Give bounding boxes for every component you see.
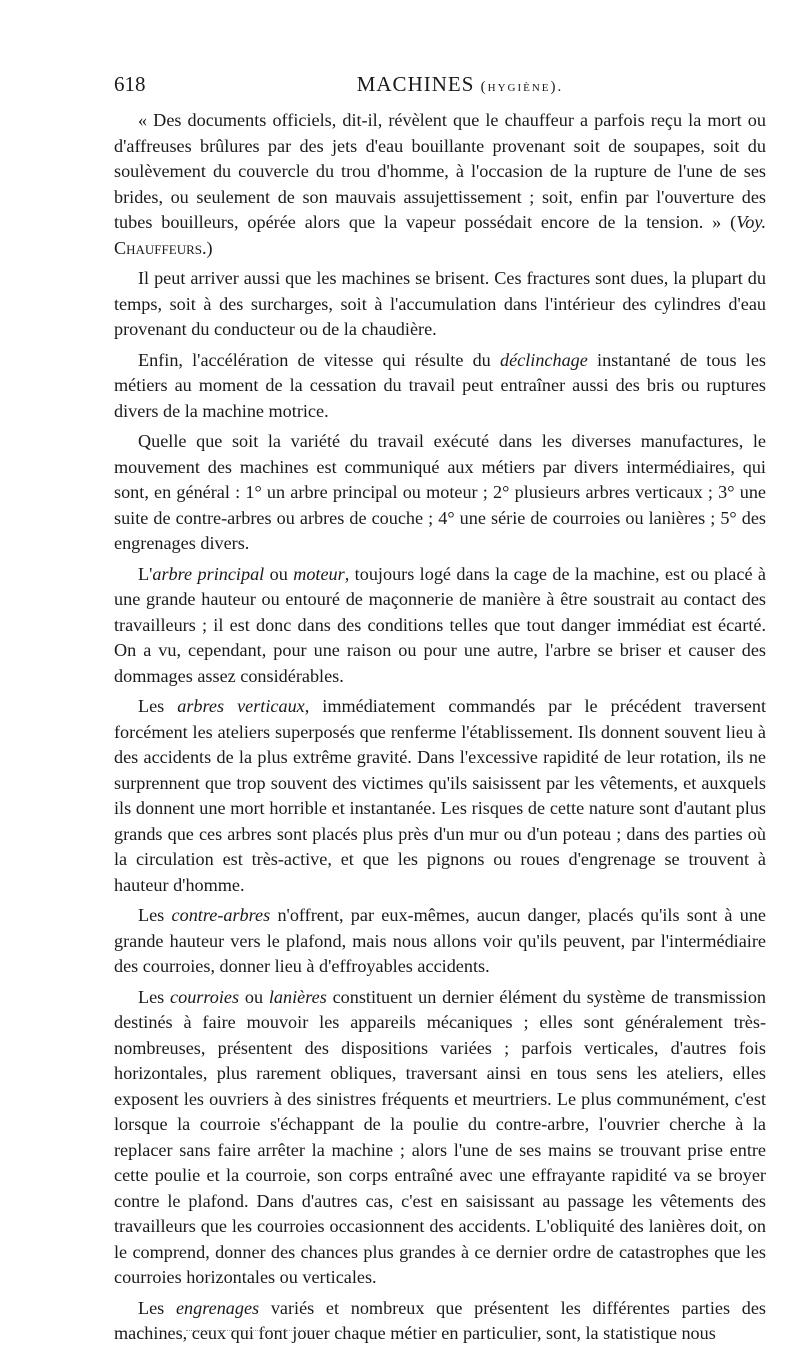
- text-run: Les: [138, 986, 171, 1007]
- paragraph: [114, 694, 766, 898]
- body-text: [114, 108, 766, 1347]
- page-number: 618: [114, 72, 146, 96]
- italic-term: déclinchage: [499, 349, 588, 370]
- text-run: ou: [264, 563, 294, 584]
- text-run: , toujours logé dans la cage de la machine, est ou placé à une grande hauteur ou entouré de maçonnerie de manière à être soustrait au contact des travailleurs ; il est donc dans des conditions telles que tout danger immédiat est écarté. On a vu, cependant, pour une raison ou pour une autre, l'arbre se briser et causer des dommages assez considérables.: [114, 563, 766, 686]
- text-run: ou: [239, 986, 269, 1007]
- text-run: Enfin, l'accélération de vitesse qui résulte du: [138, 349, 500, 370]
- paragraph: [114, 985, 766, 1291]
- paragraph: [114, 903, 766, 980]
- italic-term: courroies: [170, 986, 240, 1007]
- text-run: Les: [138, 1297, 176, 1318]
- text-run: , immédiatement commandés par le précédent traversent forcément les ateliers superposés que renferme l'établissement. Ils donnent souvent lieu à des accidents de la plus extrême gravité. Dans l'excessive rapidité de leur rotation, ils ne surprennent que trop souvent des victimes qu'ils saisissent par les vêtements, et auxquels ils donnent une mort horrible et instantanée. Les risques de cette nature sont d'autant plus grands que ces arbres sont placés plus près d'un mur ou d'un poteau ; dans des parties où la circulation est très-active, et que les pignons ou roues d'engrenage se trouvent à hauteur d'homme.: [114, 696, 767, 895]
- running-title: [114, 72, 766, 97]
- paragraph: [114, 266, 766, 343]
- text-run: n'offrent, par eux-mêmes, aucun danger, placés qu'ils sont à une grande hauteur vers le plafond, mais nous allons voir qu'ils peuvent, par l'intermédiaire des courroies, donner lieu à d'effroyables accidents.: [114, 905, 766, 976]
- italic-term: lanières: [268, 986, 327, 1007]
- text-run: instantané de tous les métiers au moment de la cessation du travail peut entraîner aussi des bris ou ruptures divers de la machine motrice.: [114, 349, 766, 421]
- italic-term: engrenages: [175, 1297, 260, 1318]
- text-run: constituent un dernier élément du système de transmission destinés à faire mouvoir les appareils mécaniques ; elles sont généralement très-nombreuses, présentent des dispositions variées ; parfois verticales, d'autres fois horizontales, plus rarement obliques, traversant ainsi en tous sens les ateliers, elles exposent les ouvriers à des sinistres fréquents et meurtriers. Le plus communément, c'est lorsque la courroie s'échappant de la poulie du contre-arbre, l'ouvrier cherche à la replacer sans faire arrêter la machine ; alors l'une de ses mains se trouvant prise entre cette poulie et la courroie, son corps entraîné avec une effrayante rapidité va se broyer contre le plafond. Dans d'autres cas, c'est en saisissant au passage les vêtements des travailleurs que les courroies occasionnent des accidents. L'obliquité des lanières doit, on le comprend, donner des chances plus grandes à ce dernier ordre de catastrophes que les courroies horizontales ou verticales.: [114, 986, 767, 1287]
- text-run: Il peut arriver aussi que les machines se brisent. Ces fractures sont dues, la plupart du temps, soit à des surcharges, soit à l'accumulation dans l'intérieur des cylindres d'eau provenant du conducteur ou de la chaudière.: [114, 268, 766, 339]
- text-run: Quelle que soit la variété du travail exécuté dans les diverses manufactures, le mouvement des machines est communiqué aux métiers par divers intermédiaires, qui sont, en général : 1° un arbre principal ou moteur ; 2° plusieurs arbres verticaux ; 3° une suite de contre-arbres ou arbres de couche ; 4° une série de courroies ou lanières ; 5° des engrenages divers.: [114, 431, 766, 553]
- text-run: L': [138, 563, 153, 584]
- paragraph: [114, 348, 766, 425]
- paragraph: [114, 562, 766, 690]
- paragraph: [114, 108, 766, 261]
- running-title-main: MACHINES: [356, 72, 475, 96]
- text-run: Les: [138, 905, 172, 925]
- footer-rule: [186, 1330, 318, 1331]
- text-run: .): [202, 237, 213, 258]
- italic-term: Voy.: [736, 212, 766, 232]
- page-header: [114, 72, 766, 106]
- italic-term: arbre principal: [152, 563, 265, 584]
- text-run: « Des documents officiels, dit-il, révèlent que le chauffeur a parfois reçu la mort ou d'affreuses brûlures par des jets d'eau bouillante provenant soit de soupapes, soit du soulèvement du couvercle du trou d'homme, à l'occasion de la rupture de l'une de ses brides, ou seulement de son mauvais assujettissement ; soit, enfin par l'ouverture des tubes bouilleurs, opérée alors que la vapeur possédait encore de la tension. » (: [114, 110, 766, 232]
- text-run: variés et nombreux que présentent les différentes parties des machines, ceux qui font jouer chaque métier en particulier, sont, la statistique nous: [114, 1297, 766, 1343]
- italic-term: contre-arbres: [171, 905, 271, 925]
- text-run: Les: [138, 696, 178, 716]
- running-title-sub: (hygiène).: [480, 79, 564, 95]
- italic-term: moteur: [293, 563, 345, 584]
- italic-term: arbres verticaux: [177, 696, 305, 716]
- paragraph: [114, 429, 766, 557]
- paragraph: [114, 1296, 766, 1347]
- small-caps-text: Chauffeurs: [114, 237, 202, 258]
